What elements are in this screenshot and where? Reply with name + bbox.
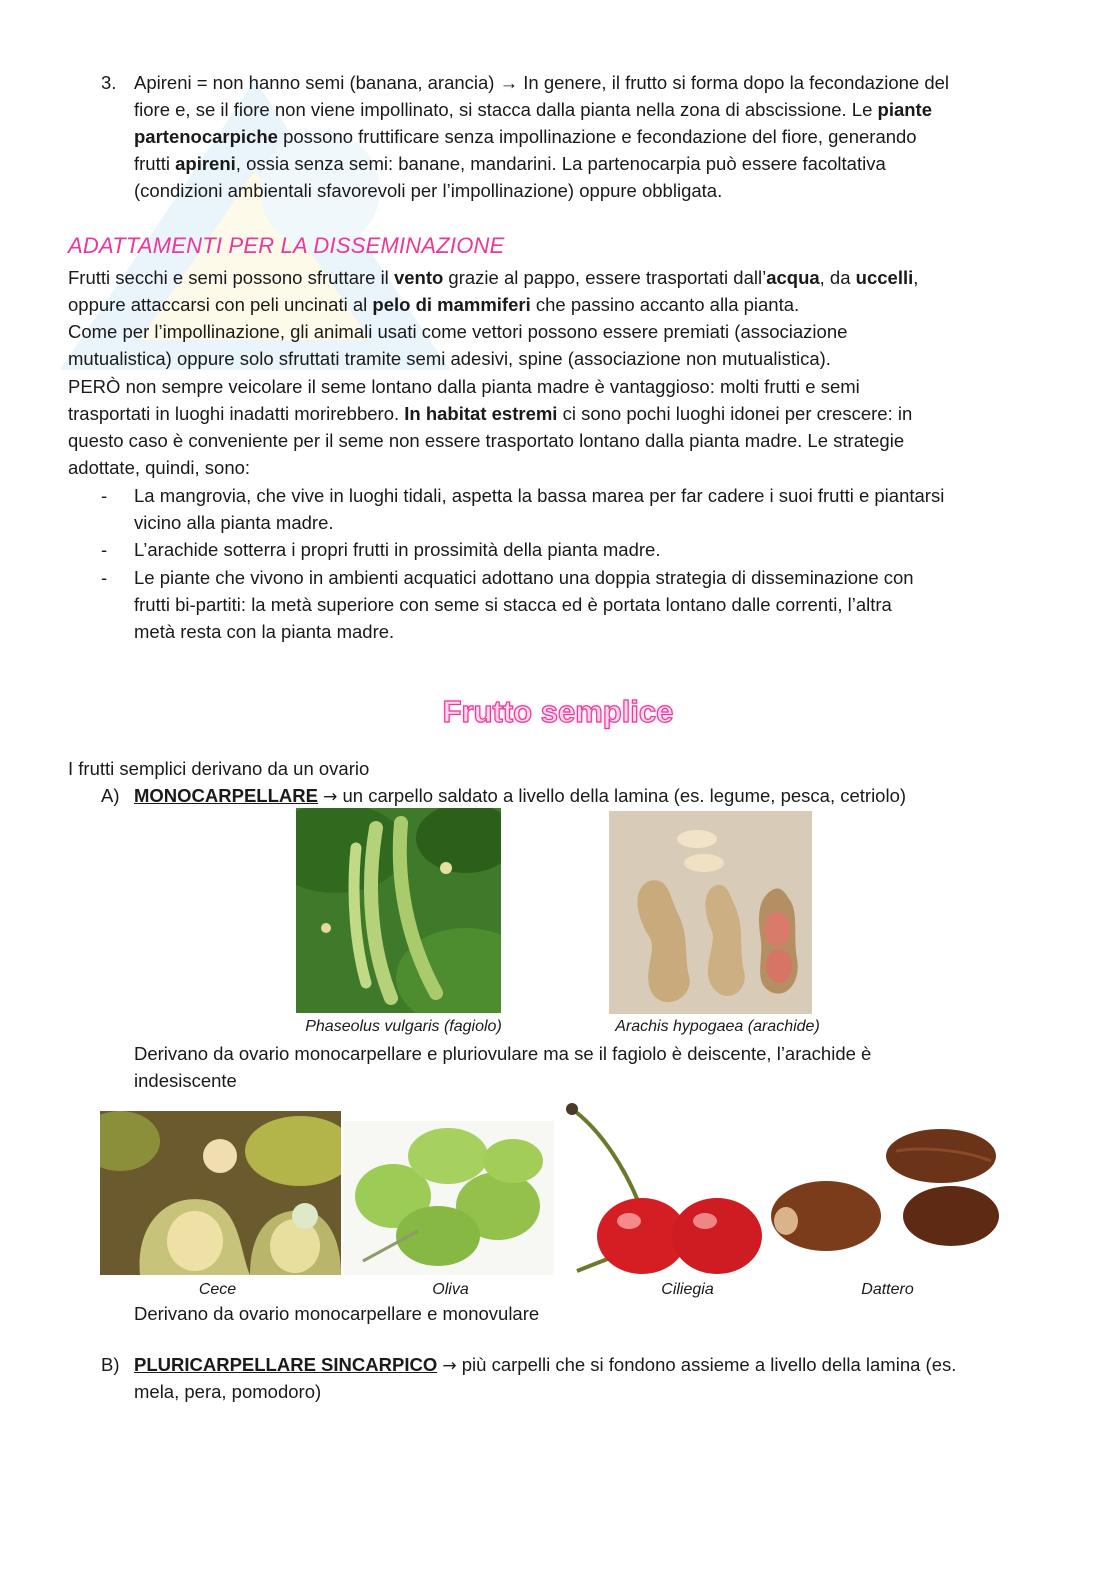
intro-line: I frutti semplici derivano da un ovario [68,758,370,779]
caption-cece: Cece [198,1281,237,1298]
item-b-line: mela, pera, pomodoro) [134,1381,322,1402]
caption-ciliegia: Ciliegia [661,1281,714,1298]
list-letter: B) [101,1354,120,1375]
bullet-dash: - [101,567,108,588]
bullet-dash: - [101,539,108,560]
peanut-photo [609,811,812,1014]
paragraph-line: mutualistica) oppure solo sfruttati tramite semi adesivi, spine (associazione non mutualistica). [68,348,831,369]
cherry-photo [557,1101,764,1275]
date-photo [766,1121,1000,1275]
item-b-line: PLURICARPELLARE SINCARPICO → più carpelli che si fondono assieme a livello della lamina (es. [134,1354,957,1376]
note-line: Derivano da ovario monocarpellare e pluriovulare ma se il fagiolo è deiscente, l’arachide è [134,1043,872,1064]
bullet-dash: - [101,485,108,506]
caption-dattero: Dattero [861,1281,914,1298]
bean-photo [296,808,501,1013]
paragraph-line: PERÒ non sempre veicolare il seme lontano dalla pianta madre è vantaggioso: molti frutti e semi [68,376,860,397]
paragraph-line: Frutti secchi e semi possono sfruttare il vento grazie al pappo, essere trasportati dall’acqua, da uccelli, [68,267,919,288]
caption-oliva: Oliva [432,1281,469,1298]
bullet-line: La mangrovia, che vive in luoghi tidali, aspetta la bassa marea per far cadere i suoi frutti e piantarsi [134,485,945,506]
list-number: 3. [101,72,117,93]
paragraph-line: oppure attaccarsi con peli uncinati al pelo di mammiferi che passino accanto alla pianta. [68,294,800,315]
olive-photo [343,1121,554,1275]
item-a-line: MONOCARPELLARE → un carpello saldato a livello della lamina (es. legume, pesca, cetriolo) [134,785,907,807]
chickpea-photo [100,1111,341,1275]
caption-phaseolus: Phaseolus vulgaris (fagiolo) [305,1018,502,1035]
page-title: Frutto semplice [442,694,674,729]
section-heading: ADATTAMENTI PER LA DISSEMINAZIONE [68,233,505,258]
list-item-line: Apireni = non hanno semi (banana, arancia) → In genere, il frutto si forma dopo la fecondazione del [134,72,950,93]
list-item-line: frutti apireni, ossia senza semi: banane, mandarini. La partenocarpia può essere facoltativa [134,153,886,174]
list-item-line: (condizioni ambientali sfavorevoli per l’impollinazione) oppure obbligata. [134,180,723,201]
note-line: Derivano da ovario monocarpellare e monovulare [134,1303,540,1324]
list-item-line: partenocarpiche possono fruttificare senza impollinazione e fecondazione del fiore, generando [134,126,917,147]
paragraph-line: Come per l’impollinazione, gli animali usati come vettori possono essere premiati (associazione [68,321,848,342]
note-line: indesiscente [134,1070,237,1091]
bullet-line: vicino alla pianta madre. [134,512,334,533]
paragraph-line: questo caso è conveniente per il seme non essere trasportato lontano dalla pianta madre. Le strategie [68,430,905,451]
list-item-line: fiore e, se il fiore non viene impollinato, si stacca dalla pianta nella zona di abscissione. Le piante [134,99,932,120]
bullet-line: frutti bi-partiti: la metà superiore con seme si stacca ed è portata lontano dalle correnti, l’altra [134,594,892,615]
paragraph-line: adottate, quindi, sono: [68,457,251,478]
paragraph-line: trasportati in luoghi inadatti morirebbero. In habitat estremi ci sono pochi luoghi idonei per crescere: in [68,403,913,424]
bullet-line: metà resta con la pianta madre. [134,621,395,642]
caption-arachis: Arachis hypogaea (arachide) [615,1018,820,1035]
bullet-line: Le piante che vivono in ambienti acquatici adottano una doppia strategia di disseminazione con [134,567,914,588]
bullet-line: L’arachide sotterra i propri frutti in prossimità della pianta madre. [134,539,661,560]
list-letter: A) [101,785,120,806]
